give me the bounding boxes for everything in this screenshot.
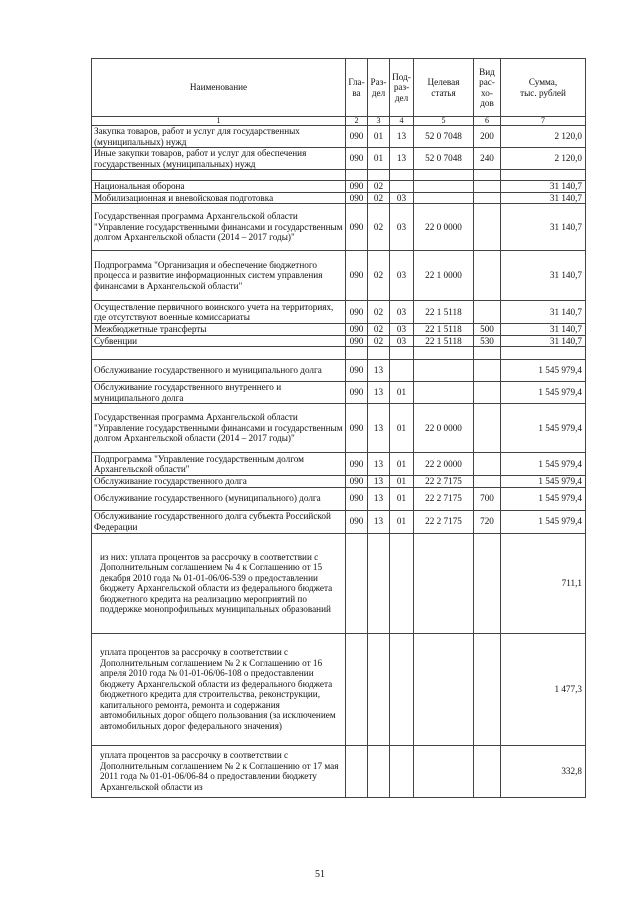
cell-name: Межбюджетные трансферты (92, 324, 346, 336)
cell-razdel: 02 (368, 324, 390, 336)
cell-summa: 1 545 979,4 (501, 453, 586, 476)
table-row (92, 633, 586, 745)
cell-name: из них: уплата процентов за рассрочку в соответствии с Дополнительным соглашением № 4 к Соглашению от 15 декабря 2010 года № 01-01-06/06-539 о предоставлении бюджету Архангельской области из федерального бюджета бюджетного кредита на реализацию мероприятий по поддержке монопрофильных муниципальных образований (92, 533, 346, 633)
cell-razdel: 13 (368, 487, 390, 510)
cell-summa: 31 140,7 (501, 335, 586, 347)
cell-razdel: 13 (368, 382, 390, 404)
cell-vid (474, 476, 501, 488)
cell-podrazdel: 03 (390, 251, 414, 301)
cell-vid: 500 (474, 324, 501, 336)
cell-glava: 090 (346, 192, 368, 204)
cell-summa: 711,1 (501, 533, 586, 633)
cell-summa: 1 545 979,4 (501, 476, 586, 488)
cell-razdel (368, 533, 390, 633)
table-row (92, 126, 586, 148)
cell-podrazdel: 13 (390, 148, 414, 170)
cell-glava: 090 (346, 301, 368, 324)
header-tselevaya: Целевая статья (414, 59, 474, 117)
cell-summa: 1 477,3 (501, 633, 586, 745)
cell-tselevaya: 22 2 7175 (414, 510, 474, 533)
table-row (92, 476, 586, 488)
cell-tselevaya: 52 0 7048 (414, 148, 474, 170)
cell-glava: 090 (346, 360, 368, 382)
spacer-row (92, 347, 586, 360)
cell-summa: 31 140,7 (501, 251, 586, 301)
index-cell: 2 (346, 117, 368, 126)
index-cell: 1 (92, 117, 346, 126)
cell-razdel: 02 (368, 301, 390, 324)
cell-name: Обслуживание государственного долга субъекта Российской Федерации (92, 510, 346, 533)
cell-summa: 1 545 979,4 (501, 360, 586, 382)
cell-podrazdel (390, 533, 414, 633)
table-row (92, 204, 586, 251)
cell-name: Государственная программа Архангельской области "Управление государственными финансами и государственным долгом Архангельской области (2014 – 2017 годы)" (92, 204, 346, 251)
cell-tselevaya (414, 382, 474, 404)
table-body (92, 126, 586, 798)
cell-summa: 1 545 979,4 (501, 487, 586, 510)
table-row (92, 533, 586, 633)
cell-podrazdel: 01 (390, 487, 414, 510)
cell-tselevaya: 22 2 0000 (414, 453, 474, 476)
empty-cell (368, 347, 390, 360)
table-row (92, 510, 586, 533)
cell-razdel: 02 (368, 181, 390, 193)
cell-name: Обслуживание государственного внутреннего и муниципального долга (92, 382, 346, 404)
index-cell: 3 (368, 117, 390, 126)
cell-glava: 090 (346, 251, 368, 301)
cell-glava: 090 (346, 126, 368, 148)
cell-podrazdel (390, 633, 414, 745)
table-row (92, 324, 586, 336)
header-name: Наименование (92, 59, 346, 117)
cell-name: Подпрограмма "Организация и обеспечение бюджетного процесса и развитие информационных систем управления финансами в Архангельской области" (92, 251, 346, 301)
column-index-row (92, 117, 586, 126)
cell-vid (474, 453, 501, 476)
cell-vid: 720 (474, 510, 501, 533)
cell-glava: 090 (346, 382, 368, 404)
cell-vid (474, 301, 501, 324)
empty-cell (414, 347, 474, 360)
cell-podrazdel: 03 (390, 204, 414, 251)
cell-summa: 31 140,7 (501, 192, 586, 204)
cell-razdel: 02 (368, 192, 390, 204)
index-cell: 6 (474, 117, 501, 126)
cell-vid (474, 404, 501, 453)
cell-vid: 200 (474, 126, 501, 148)
cell-summa: 332,8 (501, 745, 586, 797)
cell-summa: 31 140,7 (501, 301, 586, 324)
cell-tselevaya: 22 1 0000 (414, 251, 474, 301)
header-glava: Гла- ва (346, 59, 368, 117)
empty-cell (346, 347, 368, 360)
cell-name: Субвенции (92, 335, 346, 347)
cell-podrazdel: 03 (390, 192, 414, 204)
cell-glava: 090 (346, 510, 368, 533)
cell-vid (474, 204, 501, 251)
index-cell: 5 (414, 117, 474, 126)
cell-vid (474, 533, 501, 633)
budget-table (91, 58, 586, 798)
table-row (92, 382, 586, 404)
cell-summa: 31 140,7 (501, 204, 586, 251)
cell-vid (474, 181, 501, 193)
empty-cell (346, 170, 368, 181)
table-row (92, 251, 586, 301)
empty-cell (501, 170, 586, 181)
cell-name: Государственная программа Архангельской области "Управление государственными финансами и государственным долгом Архангельской области (2014 – 2017 годы)" (92, 404, 346, 453)
index-cell: 4 (390, 117, 414, 126)
cell-summa: 1 545 979,4 (501, 510, 586, 533)
cell-tselevaya: 22 2 7175 (414, 476, 474, 488)
cell-razdel: 02 (368, 251, 390, 301)
cell-glava: 090 (346, 404, 368, 453)
cell-razdel: 13 (368, 360, 390, 382)
cell-name: уплата процентов за рассрочку в соответствии с Дополнительным соглашением № 2 к Соглашению от 17 мая 2011 года № 01-01-06/06-84 о предоставлении бюджету Архангельской области из (92, 745, 346, 797)
empty-cell (92, 170, 346, 181)
cell-podrazdel: 03 (390, 335, 414, 347)
cell-vid: 700 (474, 487, 501, 510)
cell-name: уплата процентов за рассрочку в соответствии с Дополнительным соглашением № 2 к Соглашению от 16 апреля 2010 года № 01-01-06/06-108 о предоставлении бюджету Архангельской области из федерального бюджета бюджетного кредита для строительства, реконструкции, капитального ремонта, ремонта и содержания автомобильных дорог общего пользования (за исключением автомобильных дорог федерального значения) (92, 633, 346, 745)
cell-name: Закупка товаров, работ и услуг для государственных (муниципальных) нужд (92, 126, 346, 148)
cell-podrazdel: 03 (390, 324, 414, 336)
header-summa: Сумма, тыс. рублей (501, 59, 586, 117)
cell-summa: 31 140,7 (501, 181, 586, 193)
cell-razdel: 13 (368, 510, 390, 533)
cell-vid (474, 360, 501, 382)
empty-cell (501, 347, 586, 360)
cell-podrazdel: 01 (390, 476, 414, 488)
table-row (92, 335, 586, 347)
cell-name: Подпрограмма "Управление государственным долгом Архангельской области" (92, 453, 346, 476)
table-row (92, 181, 586, 193)
cell-razdel: 02 (368, 335, 390, 347)
page-number: 51 (315, 869, 325, 880)
cell-name: Национальная оборона (92, 181, 346, 193)
cell-vid (474, 633, 501, 745)
cell-name: Осуществление первичного воинского учета на территориях, где отсутствуют военные комиссариаты (92, 301, 346, 324)
cell-tselevaya: 22 1 5118 (414, 301, 474, 324)
cell-razdel: 02 (368, 204, 390, 251)
cell-podrazdel: 01 (390, 382, 414, 404)
table-row (92, 148, 586, 170)
empty-cell (390, 347, 414, 360)
cell-razdel: 13 (368, 404, 390, 453)
cell-razdel: 13 (368, 476, 390, 488)
empty-cell (368, 170, 390, 181)
index-cell: 7 (501, 117, 586, 126)
cell-glava: 090 (346, 204, 368, 251)
empty-cell (92, 347, 346, 360)
cell-podrazdel: 01 (390, 404, 414, 453)
cell-summa: 2 120,0 (501, 126, 586, 148)
cell-tselevaya: 22 2 7175 (414, 487, 474, 510)
cell-vid (474, 192, 501, 204)
table-row (92, 404, 586, 453)
cell-glava: 090 (346, 453, 368, 476)
cell-tselevaya: 22 1 5118 (414, 335, 474, 347)
cell-tselevaya: 22 1 5118 (414, 324, 474, 336)
table-row (92, 301, 586, 324)
cell-glava: 090 (346, 476, 368, 488)
table-row (92, 487, 586, 510)
cell-tselevaya (414, 360, 474, 382)
cell-vid (474, 251, 501, 301)
cell-podrazdel: 01 (390, 453, 414, 476)
cell-tselevaya (414, 633, 474, 745)
cell-razdel: 01 (368, 148, 390, 170)
table-header-row (92, 59, 586, 117)
cell-name: Обслуживание государственного и муниципального долга (92, 360, 346, 382)
empty-cell (474, 347, 501, 360)
header-razdel: Раз- дел (368, 59, 390, 117)
cell-glava: 090 (346, 335, 368, 347)
cell-glava: 090 (346, 324, 368, 336)
cell-summa: 1 545 979,4 (501, 382, 586, 404)
cell-vid (474, 745, 501, 797)
cell-tselevaya: 52 0 7048 (414, 126, 474, 148)
cell-razdel: 13 (368, 453, 390, 476)
cell-glava: 090 (346, 181, 368, 193)
cell-name: Иные закупки товаров, работ и услуг для обеспечения государственных (муниципальных) нужд (92, 148, 346, 170)
cell-razdel: 01 (368, 126, 390, 148)
cell-glava: 090 (346, 487, 368, 510)
cell-razdel (368, 745, 390, 797)
cell-tselevaya (414, 192, 474, 204)
cell-razdel (368, 633, 390, 745)
cell-vid (474, 382, 501, 404)
table-row (92, 745, 586, 797)
cell-summa: 31 140,7 (501, 324, 586, 336)
table-row (92, 453, 586, 476)
cell-podrazdel (390, 181, 414, 193)
cell-podrazdel: 13 (390, 126, 414, 148)
empty-cell (414, 170, 474, 181)
cell-tselevaya: 22 0 0000 (414, 204, 474, 251)
cell-glava (346, 633, 368, 745)
cell-name: Обслуживание государственного долга (92, 476, 346, 488)
spacer-row (92, 170, 586, 181)
cell-vid: 530 (474, 335, 501, 347)
table-row (92, 360, 586, 382)
cell-podrazdel: 03 (390, 301, 414, 324)
cell-tselevaya (414, 181, 474, 193)
cell-tselevaya: 22 0 0000 (414, 404, 474, 453)
header-podrazdel: Под- раз- дел (390, 59, 414, 117)
cell-name: Мобилизационная и вневойсковая подготовка (92, 192, 346, 204)
cell-glava (346, 533, 368, 633)
cell-podrazdel (390, 360, 414, 382)
cell-podrazdel (390, 745, 414, 797)
cell-vid: 240 (474, 148, 501, 170)
cell-glava: 090 (346, 148, 368, 170)
cell-name: Обслуживание государственного (муниципального) долга (92, 487, 346, 510)
empty-cell (474, 170, 501, 181)
cell-summa: 2 120,0 (501, 148, 586, 170)
cell-glava (346, 745, 368, 797)
cell-tselevaya (414, 745, 474, 797)
empty-cell (390, 170, 414, 181)
header-vid: Вид рас- хо- дов (474, 59, 501, 117)
cell-tselevaya (414, 533, 474, 633)
cell-podrazdel: 01 (390, 510, 414, 533)
table-row (92, 192, 586, 204)
cell-summa: 1 545 979,4 (501, 404, 586, 453)
